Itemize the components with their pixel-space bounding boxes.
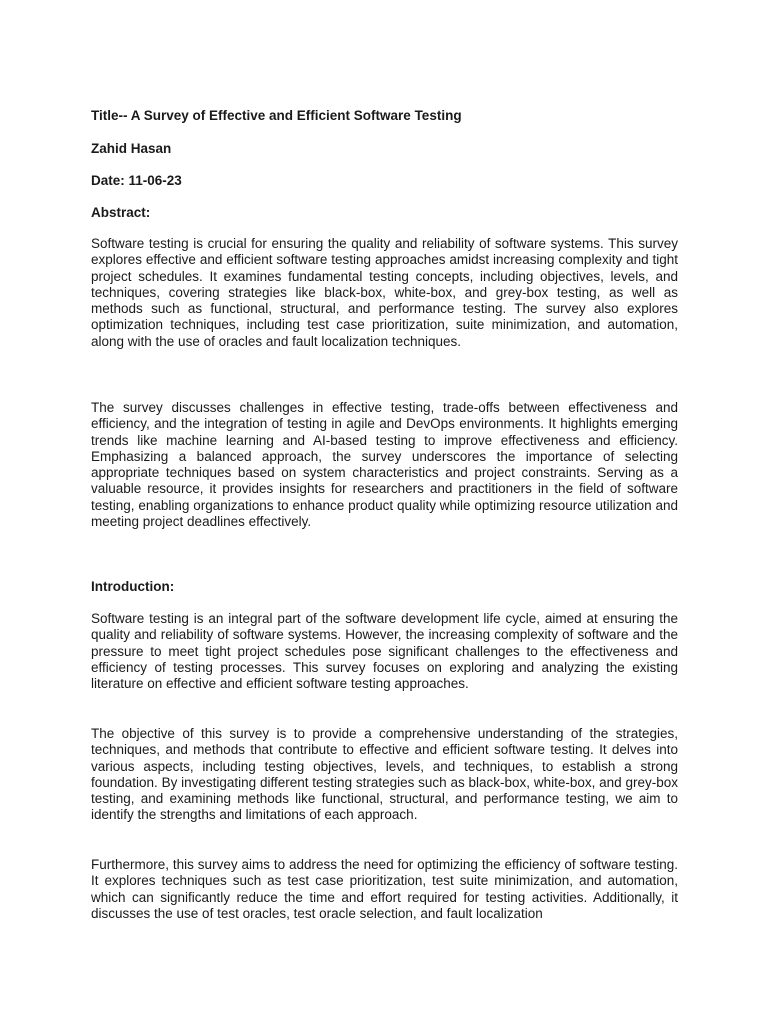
introduction-paragraph: Furthermore, this survey aims to address the need for optimizing the efficiency of software testing. It explores techniques such as test case prioritization, test suite minimization, and automation, which can significantly reduce the time and effort required for testing activities. Additionally, it discusses the use of test oracles, test oracle selection, and fault localization (91, 857, 678, 921)
abstract-heading: Abstract: (91, 205, 151, 220)
document-page (91, 0, 678, 1024)
introduction-paragraph: The objective of this survey is to provide a comprehensive understanding of the strategies, techniques, and methods that contribute to effective and efficient software testing. It delves into various aspects, including testing objectives, levels, and techniques, to establish a strong foundation. By investigating different testing strategies such as black-box, white-box, and grey-box testing, and examining methods like functional, structural, and performance testing, we aim to identify the strengths and limitations of each approach. (91, 726, 678, 823)
introduction-paragraph: Software testing is an integral part of the software development life cycle, aimed at ensuring the quality and reliability of software systems. However, the increasing complexity of software and the pressure to meet tight project schedules pose significant challenges to the effectiveness and efficiency of testing processes. This survey focuses on exploring and analyzing the existing literature on effective and efficient software testing approaches. (91, 611, 678, 692)
abstract-paragraph: Software testing is crucial for ensuring the quality and reliability of software systems. This survey explores effective and efficient software testing approaches amidst increasing complexity and tight project schedules. It examines fundamental testing concepts, including objectives, levels, and techniques, covering strategies like black-box, white-box, and grey-box testing, as well as methods such as functional, structural, and performance testing. The survey also explores optimization techniques, including test case prioritization, suite minimization, and automation, along with the use of oracles and fault localization techniques. (91, 236, 678, 349)
document-date: Date: 11-06-23 (91, 173, 182, 188)
abstract-paragraph: The survey discusses challenges in effective testing, trade-offs between effectiveness and efficiency, and the integration of testing in agile and DevOps environments. It highlights emerging trends like machine learning and AI-based testing to improve effectiveness and efficiency. Emphasizing a balanced approach, the survey underscores the importance of selecting appropriate techniques based on system characteristics and project constraints. Serving as a valuable resource, it provides insights for researchers and practitioners in the field of software testing, enabling organizations to enhance product quality while optimizing resource utilization and meeting project deadlines effectively. (91, 400, 678, 530)
document-title: Title-- A Survey of Effective and Efficient Software Testing (91, 108, 462, 123)
author-name: Zahid Hasan (91, 141, 172, 156)
introduction-heading: Introduction: (91, 579, 175, 594)
